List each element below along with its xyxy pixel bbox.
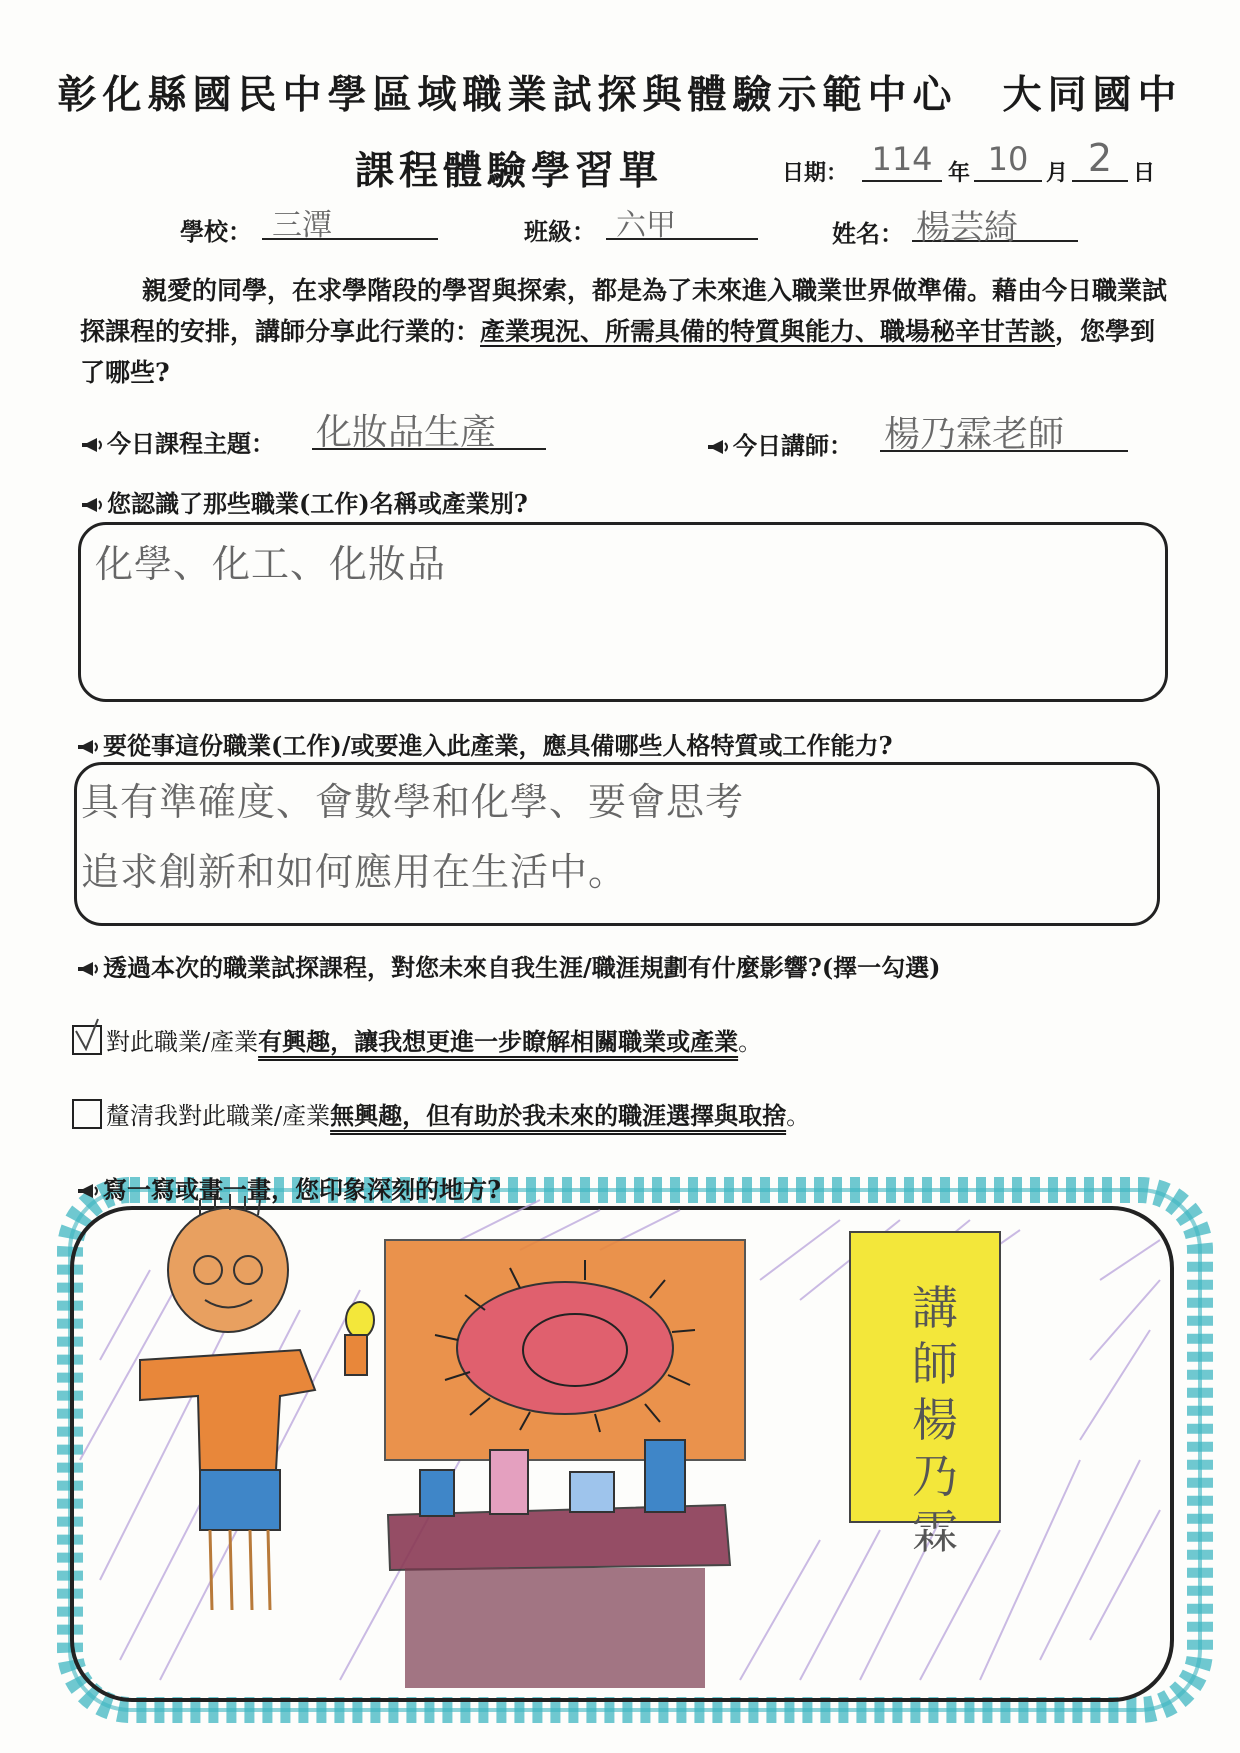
megaphone-icon — [706, 438, 730, 456]
name-label: 姓名： — [832, 219, 904, 248]
banner-text: 講師楊乃霖 — [912, 1281, 958, 1559]
option-1-emphasis: 有興趣，讓我想更進一步瞭解相關職業或產業 — [258, 1027, 739, 1056]
teacher-figure — [140, 1194, 374, 1610]
topic-field: 化妝品生產 — [312, 404, 546, 450]
table-front — [405, 1568, 705, 1688]
megaphone-icon — [76, 960, 100, 978]
school-label: 學校： — [180, 217, 252, 246]
date-month: 10 — [974, 140, 1042, 182]
intro-underlined: 產業現況、所需具備的特質與能力、職場秘辛甘苦談 — [480, 317, 1056, 346]
date-day: 2 — [1072, 136, 1128, 182]
megaphone-icon — [76, 738, 100, 756]
megaphone-icon — [80, 436, 104, 454]
megaphone-icon — [80, 496, 104, 514]
option-2-prefix: 釐清我對此職業/產業 — [106, 1102, 331, 1130]
blue-jar — [420, 1470, 454, 1516]
date-year: 114 — [862, 140, 942, 182]
year-label: 年 — [948, 160, 971, 186]
checkmark-icon — [72, 1017, 102, 1051]
pink-bottle — [490, 1450, 528, 1514]
topic-row — [80, 424, 275, 459]
teacher-field: 楊乃霖老師 — [880, 406, 1128, 452]
blue-pump-bottle — [645, 1440, 685, 1512]
megaphone-icon — [76, 1182, 100, 1200]
question-4-text: 寫一寫或畫一畫，您印象深刻的地方? — [103, 1175, 502, 1204]
question-1-text: 您認識了那些職業(工作)名稱或產業別? — [107, 489, 528, 518]
question-3-text: 透過本次的職業試探課程，對您未來自我生涯/職涯規劃有什麼影響?(擇一勾選) — [103, 953, 941, 982]
question-2-text: 要從事這份職業(工作)/或要進入此產業，應具備哪些人格特質或工作能力? — [103, 731, 893, 760]
question-3 — [76, 948, 941, 983]
answer-box-1 — [78, 522, 1168, 702]
answer-box-2 — [74, 762, 1160, 926]
teacher-label: 今日講師： — [733, 431, 853, 460]
answer-2-line-2: 追求創新和如何應用在生活中。 — [81, 850, 628, 894]
school-field: 三潭 — [262, 200, 438, 240]
intro-paragraph — [80, 270, 1170, 393]
intro-text: 親愛的同學，在求學階段的學習與探索，都是為了未來進入職業世界做準備。藉由今日職業試探課程的安排，講師分享此行業的： — [80, 276, 1168, 346]
option-2-suffix: 。 — [786, 1102, 811, 1130]
checkbox-interested[interactable] — [72, 1025, 102, 1055]
option-not-interested[interactable] — [72, 1096, 810, 1131]
question-1 — [80, 484, 528, 519]
student-drawing — [40, 1160, 1220, 1740]
option-1-suffix: 。 — [738, 1028, 763, 1056]
option-interested[interactable] — [72, 1022, 762, 1057]
option-1-prefix: 對此職業/產業 — [106, 1028, 259, 1056]
date-label: 日期： — [782, 160, 849, 186]
class-label: 班級： — [524, 217, 596, 246]
teacher-row — [706, 426, 853, 461]
class-field: 六甲 — [606, 200, 758, 240]
option-2-emphasis: 無興趣，但有助於我未來的職涯選擇與取捨 — [330, 1101, 787, 1130]
question-4 — [76, 1170, 501, 1205]
answer-2-line-1: 具有準確度、會數學和化學、要會思考 — [81, 780, 745, 824]
checkbox-not-interested[interactable] — [72, 1099, 102, 1129]
day-label: 日 — [1133, 160, 1156, 186]
topic-label: 今日課程主題： — [107, 429, 275, 458]
question-2 — [76, 726, 893, 761]
page-subtitle: 課程體驗學習單 — [355, 148, 664, 194]
intro-text-end: ，您學到了哪些? — [80, 317, 1156, 387]
page-title: 彰化縣國民中學區域職業試探與體驗示範中心 大同國中 — [57, 72, 1183, 118]
name-field: 楊芸綺 — [912, 200, 1078, 242]
answer-1-text: 化學、化工、化妝品 — [95, 542, 447, 586]
month-label: 月 — [1046, 160, 1069, 186]
light-blue-jar — [570, 1472, 614, 1512]
